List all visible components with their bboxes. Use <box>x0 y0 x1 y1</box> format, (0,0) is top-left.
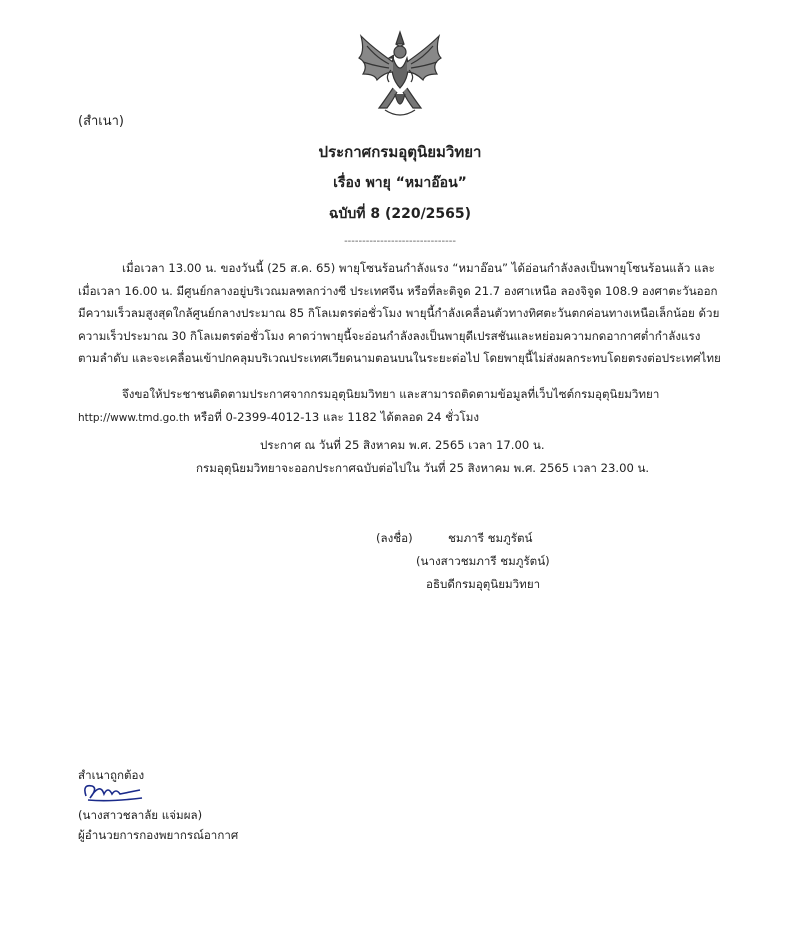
next-issue-notice: กรมอุตุนิยมวิทยาจะออกประกาศฉบับต่อไปใน วันที่ 25 สิงหาคม พ.ศ. 2565 เวลา 23.00 น. <box>196 461 650 475</box>
certification-block <box>78 765 238 845</box>
contact-phone-text: หรือที่ 0-2399-4012-13 และ 1182 ได้ตลอด 24 ชั่วโมง <box>189 409 480 424</box>
divider-line: ------------------------------- <box>344 236 456 247</box>
certifier-name: (นางสาวชลาลัย แจ่มผล) <box>78 808 203 822</box>
body-line: เมื่อเวลา 16.00 น. มีศูนย์กลางอยู่บริเวณมลฑลกว่างซี ประเทศจีน หรือที่ละติจูด 21.7 องศาเหนือ ลองจิจูด 108.9 องศาตะวันออก <box>78 283 718 298</box>
body-paragraph <box>78 257 726 370</box>
signature-block <box>376 527 550 596</box>
signer-full-name: (นางสาวชมภารี ชมภูรัตน์) <box>416 554 550 568</box>
announcement-time: ประกาศ ณ วันที่ 25 สิงหาคม พ.ศ. 2565 เวลา 17.00 น. <box>260 438 545 452</box>
certifier-position: ผู้อำนวยการกองพยากรณ์อากาศ <box>78 828 239 842</box>
document-title: ประกาศกรมอุตุนิยมวิทยา <box>318 143 482 161</box>
contact-paragraph <box>78 383 726 429</box>
copy-label: (สำเนา) <box>78 114 125 129</box>
body-line: เมื่อเวลา 13.00 น. ของวันนี้ (25 ส.ค. 65) พายุโซนร้อนกำลังแรง “หมาอ๊อน” ได้อ่อนกำลังลงเป็นพายุโซนร้อนแล้ว และ <box>122 261 715 275</box>
body-line: ตามลำดับ และจะเคลื่อนเข้าปกคลุมบริเวณประเทศเวียดนามตอนบนในระยะต่อไป โดยพายุนี้ไม่ส่งผลกระทบโดยตรงต่อประเทศไทย <box>78 351 721 366</box>
website-url: http://www.tmd.go.th <box>78 411 190 424</box>
signer-position: อธิบดีกรมอุตุนิยมวิทยา <box>426 577 541 591</box>
contact-line: จึงขอให้ประชาชนติดตามประกาศจากกรมอุตุนิยมวิทยา และสามารถติดตามข้อมูลที่เว็บไซต์กรมอุตุนิยมวิทยา <box>122 387 660 401</box>
issue-number: ฉบับที่ 8 (220/2565) <box>328 206 472 222</box>
signed-label: (ลงชื่อ) <box>376 531 413 545</box>
document-subject: เรื่อง พายุ “หมาอ๊อน” <box>333 175 467 191</box>
signed-name: ชมภารี ชมภูรัตน์ <box>448 531 533 545</box>
signed-row <box>376 527 550 550</box>
garuda-emblem-icon <box>355 28 445 120</box>
body-line: มีความเร็วลมสูงสุดใกล้ศูนย์กลางประมาณ 85 กิโลเมตรต่อชั่วโมง พายุนี้กำลังเคลื่อนตัวทางทิศตะวันตกค่อนทางเหนือเล็กน้อย ด้วย <box>78 306 720 321</box>
certified-label: สำเนาถูกต้อง <box>78 768 145 782</box>
body-line: ความเร็วประมาณ 30 กิโลเมตรต่อชั่วโมง คาดว่าพายุนี้จะอ่อนกำลังลงเป็นพายุดีเปรสชันและหย่อมความกดอากาศต่ำกำลังแรง <box>78 328 701 343</box>
